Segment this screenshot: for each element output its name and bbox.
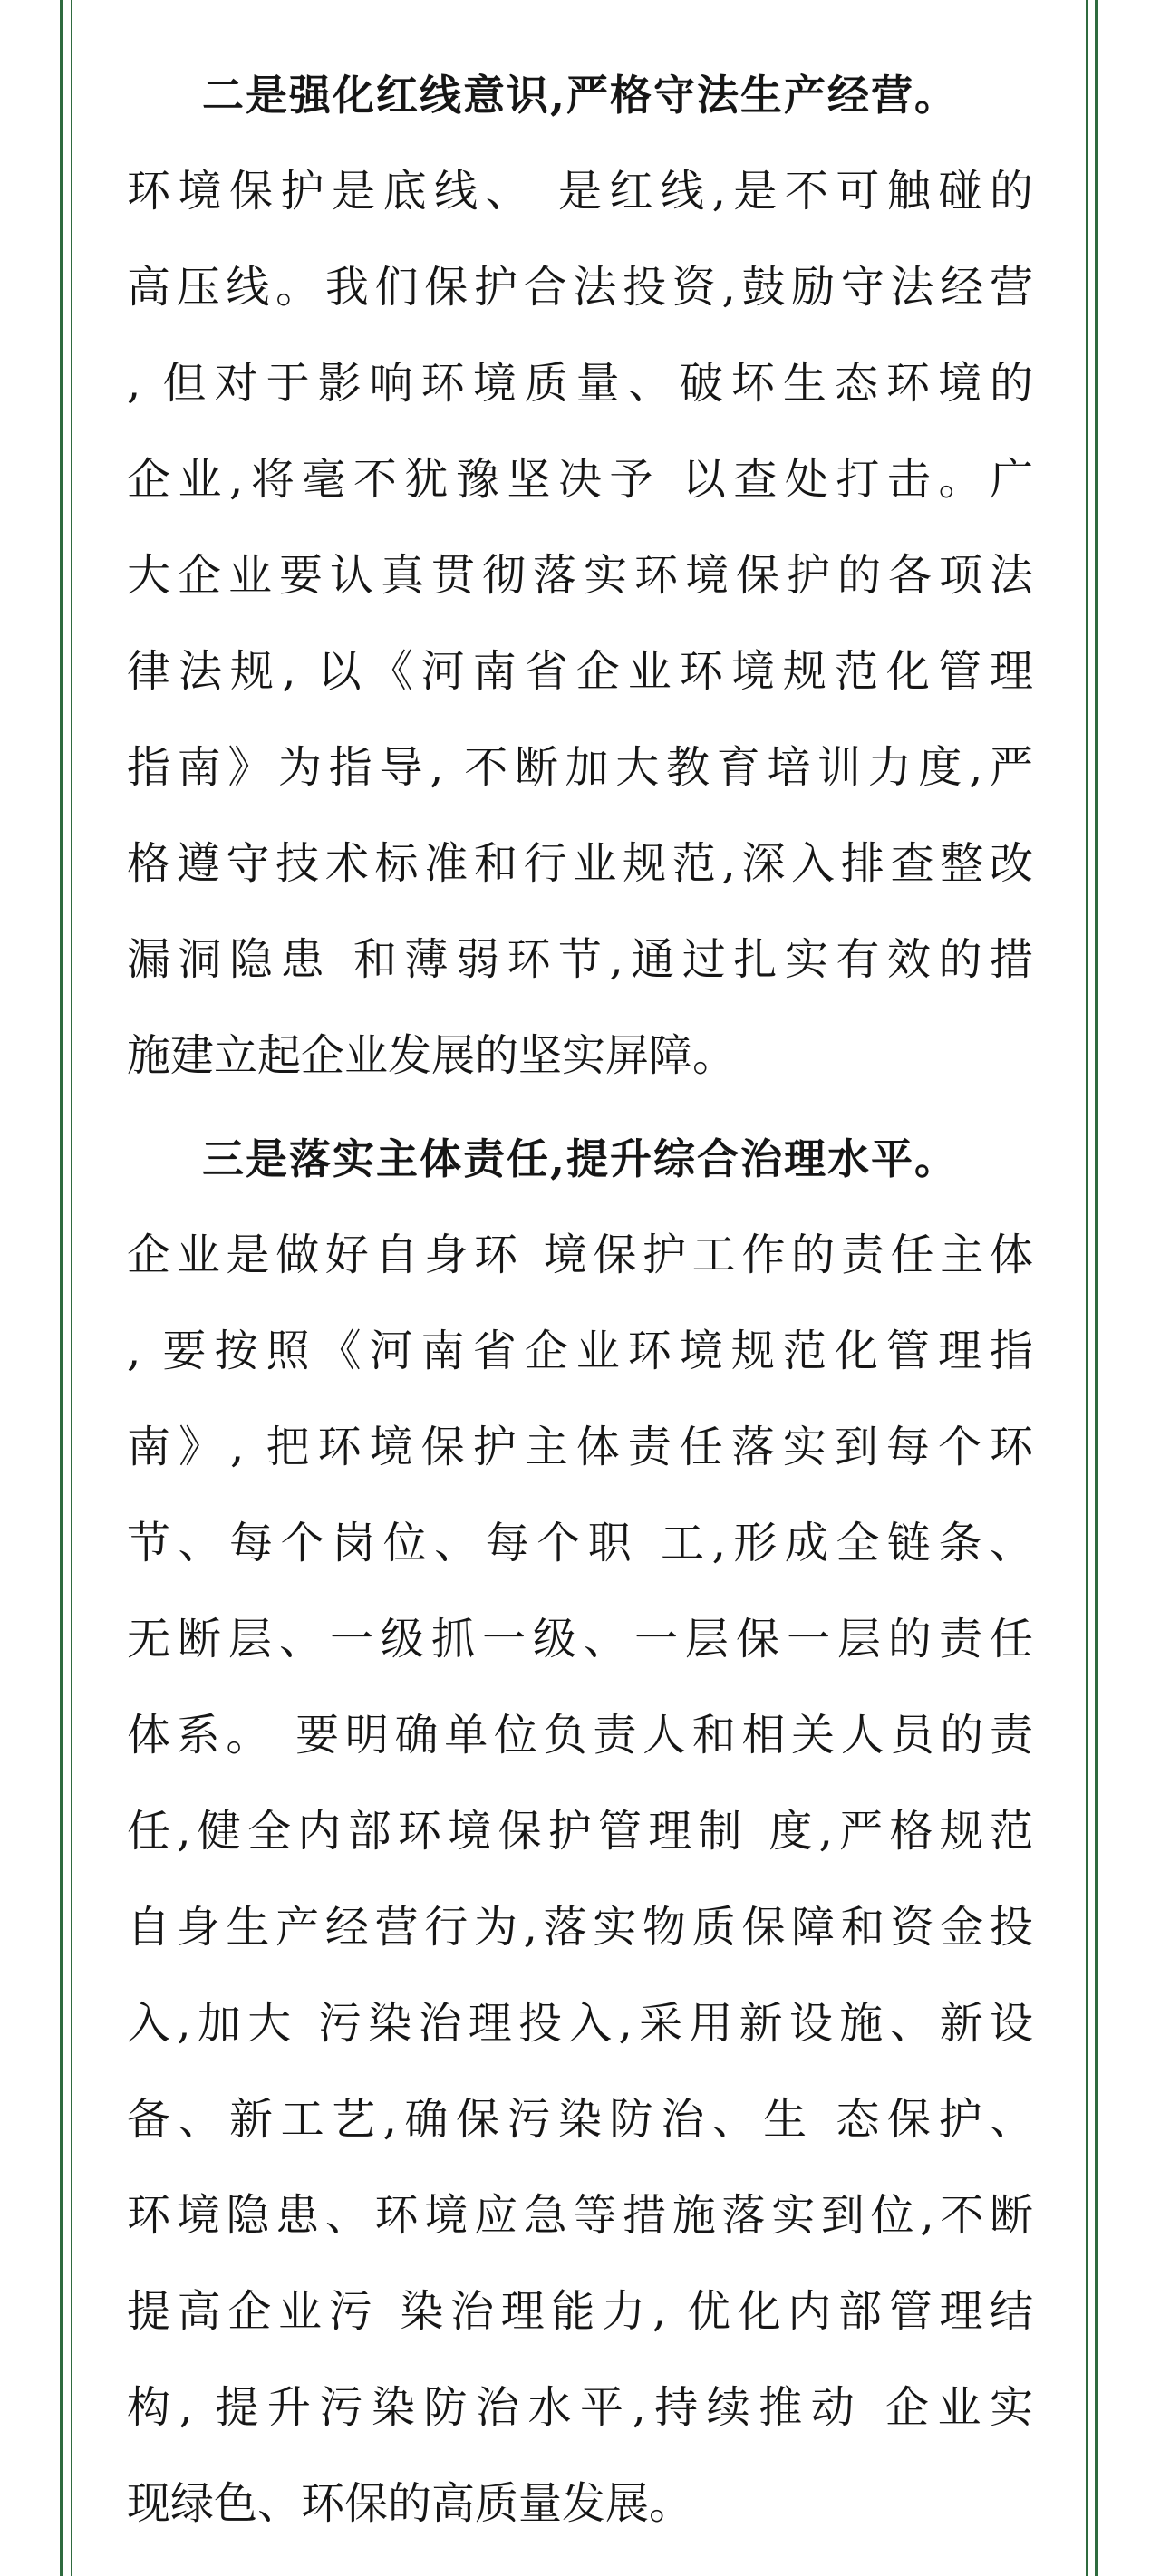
paragraph-line: 高压线。我们保护合法投资,鼓励守法经营 bbox=[127, 262, 1033, 313]
paragraph-line: 大企业要认真贯彻落实环境保护的各项法 bbox=[127, 550, 1033, 601]
right-border-outer bbox=[1095, 0, 1098, 2576]
paragraph-line: 指南》为指导, 不断加大教育培训力度,严 bbox=[127, 742, 1033, 793]
paragraph-line: 任,健全内部环境保护管理制 度,严格规范 bbox=[127, 1806, 1033, 1857]
paragraph-line: 格遵守技术标准和行业规范,深入排查整改 bbox=[127, 838, 1033, 889]
paragraph-line: 企业是做好自身环 境保护工作的责任主体 bbox=[127, 1230, 1033, 1280]
paragraph-line: 节、每个岗位、每个职 工,形成全链条、 bbox=[127, 1518, 1033, 1568]
section-red-line bbox=[127, 47, 1033, 1104]
paragraph-line: 自身生产经营行为,落实物质保障和资金投 bbox=[127, 1902, 1033, 1953]
paragraph-line: 环境保护是底线、 是红线,是不可触碰的 bbox=[127, 166, 1033, 217]
section-heading: 三是落实主体责任,提升综合治理水平。 bbox=[201, 1134, 958, 1183]
paragraph-line: 无断层、一级抓一级、一层保一层的责任 bbox=[127, 1614, 1033, 1664]
paragraph-line: 律法规, 以《河南省企业环境规范化管理 bbox=[127, 646, 1033, 697]
paragraph-line-last: 施建立起企业发展的坚实屏障。 bbox=[127, 1030, 737, 1081]
section-heading: 二是强化红线意识,严格守法生产经营。 bbox=[201, 71, 958, 120]
left-border-inner bbox=[71, 0, 72, 2576]
paragraph-line-last: 现绿色、环保的高质量发展。 bbox=[127, 2478, 693, 2529]
section-main-responsibility bbox=[127, 1111, 1033, 2552]
paragraph-line: , 但对于影响环境质量、破坏生态环境的 bbox=[127, 358, 1033, 409]
right-border-inner bbox=[1086, 0, 1088, 2576]
paragraph-line: 构, 提升污染防治水平,持续推动 企业实 bbox=[127, 2382, 1033, 2433]
paragraph-line: , 要按照《河南省企业环境规范化管理指 bbox=[127, 1326, 1033, 1376]
left-border-outer bbox=[60, 0, 63, 2576]
paragraph-line: 备、新工艺,确保污染防治、生 态保护、 bbox=[127, 2094, 1033, 2145]
article-body bbox=[127, 47, 1033, 2552]
paragraph-line: 南》, 把环境保护主体责任落实到每个环 bbox=[127, 1422, 1033, 1472]
paragraph-line: 环境隐患、环境应急等措施落实到位,不断 bbox=[127, 2190, 1033, 2241]
section-gap bbox=[127, 1104, 1033, 1111]
paragraph-line: 漏洞隐患 和薄弱环节,通过扎实有效的措 bbox=[127, 934, 1033, 985]
paragraph-line: 体系。 要明确单位负责人和相关人员的责 bbox=[127, 1710, 1033, 1761]
paragraph-line: 企业,将毫不犹豫坚决予 以查处打击。广 bbox=[127, 454, 1033, 505]
paragraph-line: 入,加大 污染治理投入,采用新设施、新设 bbox=[127, 1998, 1033, 2049]
paragraph-line: 提高企业污 染治理能力, 优化内部管理结 bbox=[127, 2286, 1033, 2337]
